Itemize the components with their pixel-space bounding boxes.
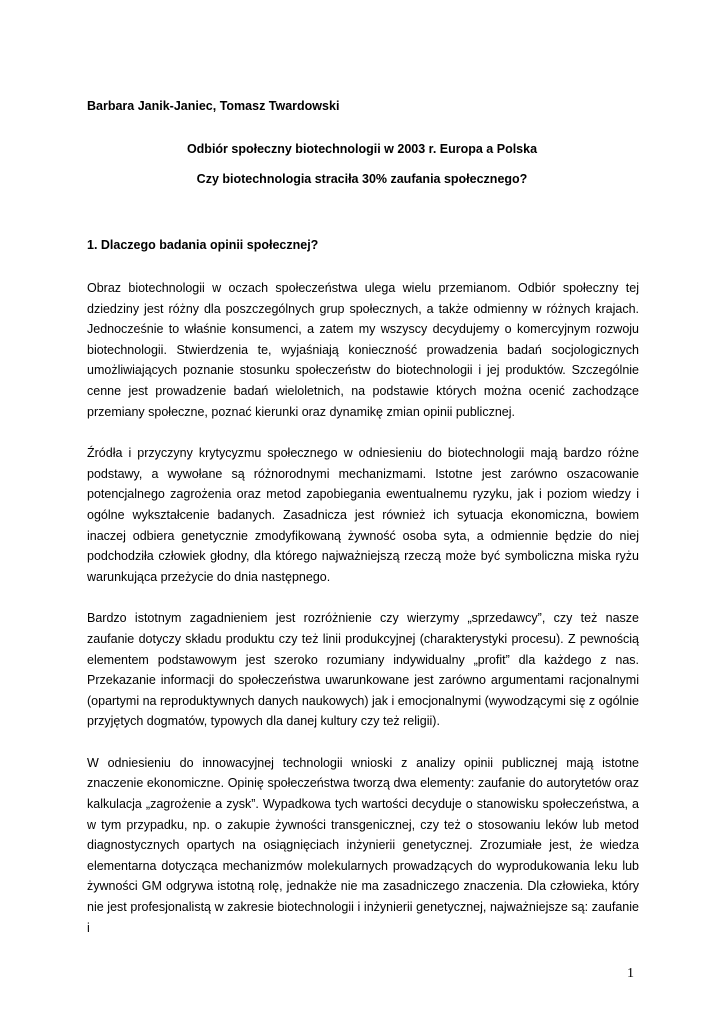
- page-number: 1: [627, 966, 634, 981]
- document-title: Odbiór społeczny biotechnologii w 2003 r. Europa a Polska: [186, 142, 538, 156]
- section-heading: 1. Dlaczego badania opinii społecznej?: [87, 238, 319, 252]
- paragraph: Obraz biotechnologii w oczach społeczeństwa ulega wielu przemianom. Odbiór społeczny tej dziedziny jest różny dla poszczególnych grup społecznych, a także odmienny w różnych krajach. Jednocześnie to właśnie konsumenci, a zatem my wszyscy decydujemy o komercyjnym rozwoju biotechnologii. Stwierdzenia te, wyjaśniają konieczność prowadzenia badań socjologicznych umożliwiających poznanie stosunku społeczeństw do biotechnologii i jej produktów. Szczególnie cenne jest prowadzenie badań wieloletnich, na podstawie których można ocenić zachodzące przemiany społeczne, poznać kierunki oraz dynamikę zmian opinii publicznej.: [87, 281, 639, 419]
- body-text: [87, 278, 639, 959]
- paragraph: W odniesieniu do innowacyjnej technologii wnioski z analizy opinii publicznej mają istotne znaczenie ekonomiczne. Opinię społeczeństwa tworzą dwa elementy: zaufanie do autorytetów oraz kalkulacja „zagrożenie a zysk”. Wypadkowa tych wartości decyduje o stanowisku społeczeństwa, a w tym przypadku, np. o zakupie żywności transgenicznej, czy też o stosowaniu leków lub metod diagnostycznych opartych na osiągnięciach inżynierii genetycznej. Zrozumiałe jest, że wiedza elementarna dotycząca mechanizmów molekularnych prowadzących do wyprodukowania leku lub żywności GM odgrywa istotną rolę, jednakże nie ma zasadniczego znaczenia. Dla człowieka, który nie jest profesjonalistą w zakresie biotechnologii i inżynierii genetycznej, najważniejsze są: zaufanie i: [87, 755, 639, 935]
- authors: Barbara Janik-Janiec, Tomasz Twardowski: [87, 99, 340, 113]
- document-subtitle: Czy biotechnologia straciła 30% zaufania społecznego?: [196, 172, 528, 186]
- paragraph: Źródła i przyczyny krytycyzmu społecznego w odniesieniu do biotechnologii mają bardzo różne podstawy, a wywołane są różnorodnymi mechanizmami. Istotne jest zarówno oszacowanie potencjalnego zagrożenia oraz metod zapobiegania ewentualnemu ryzyku, jak i poziom wiedzy i ogólne wykształcenie badanych. Zasadnicza jest również ich sytuacja ekonomiczna, bowiem inaczej odbiera genetycznie zmodyfikowaną żywność osoba syta, a odmiennie będzie do niej podchodziła człowiek głodny, dla którego najważniejszą rzeczą może być symboliczna miska ryżu warunkująca przeżycie do dnia następnego.: [87, 446, 639, 584]
- paragraph: Bardzo istotnym zagadnieniem jest rozróżnienie czy wierzymy „sprzedawcy”, czy też nasze zaufanie dotyczy składu produktu czy też linii produkcyjnej (charakterystyki procesu). Z pewnością elementem podstawowym jest szeroko rozumiany indywidualny „profit” dla każdego z nas. Przekazanie informacji do społeczeństwa uwarunkowane jest zarówno argumentami racjonalnymi (opartymi na reproduktywnych danych naukowych) jak i emocjonalnymi (wywodzącymi się z ogólnie przyjętych dogmatów, typowych dla danej kultury czy też religii).: [87, 611, 639, 729]
